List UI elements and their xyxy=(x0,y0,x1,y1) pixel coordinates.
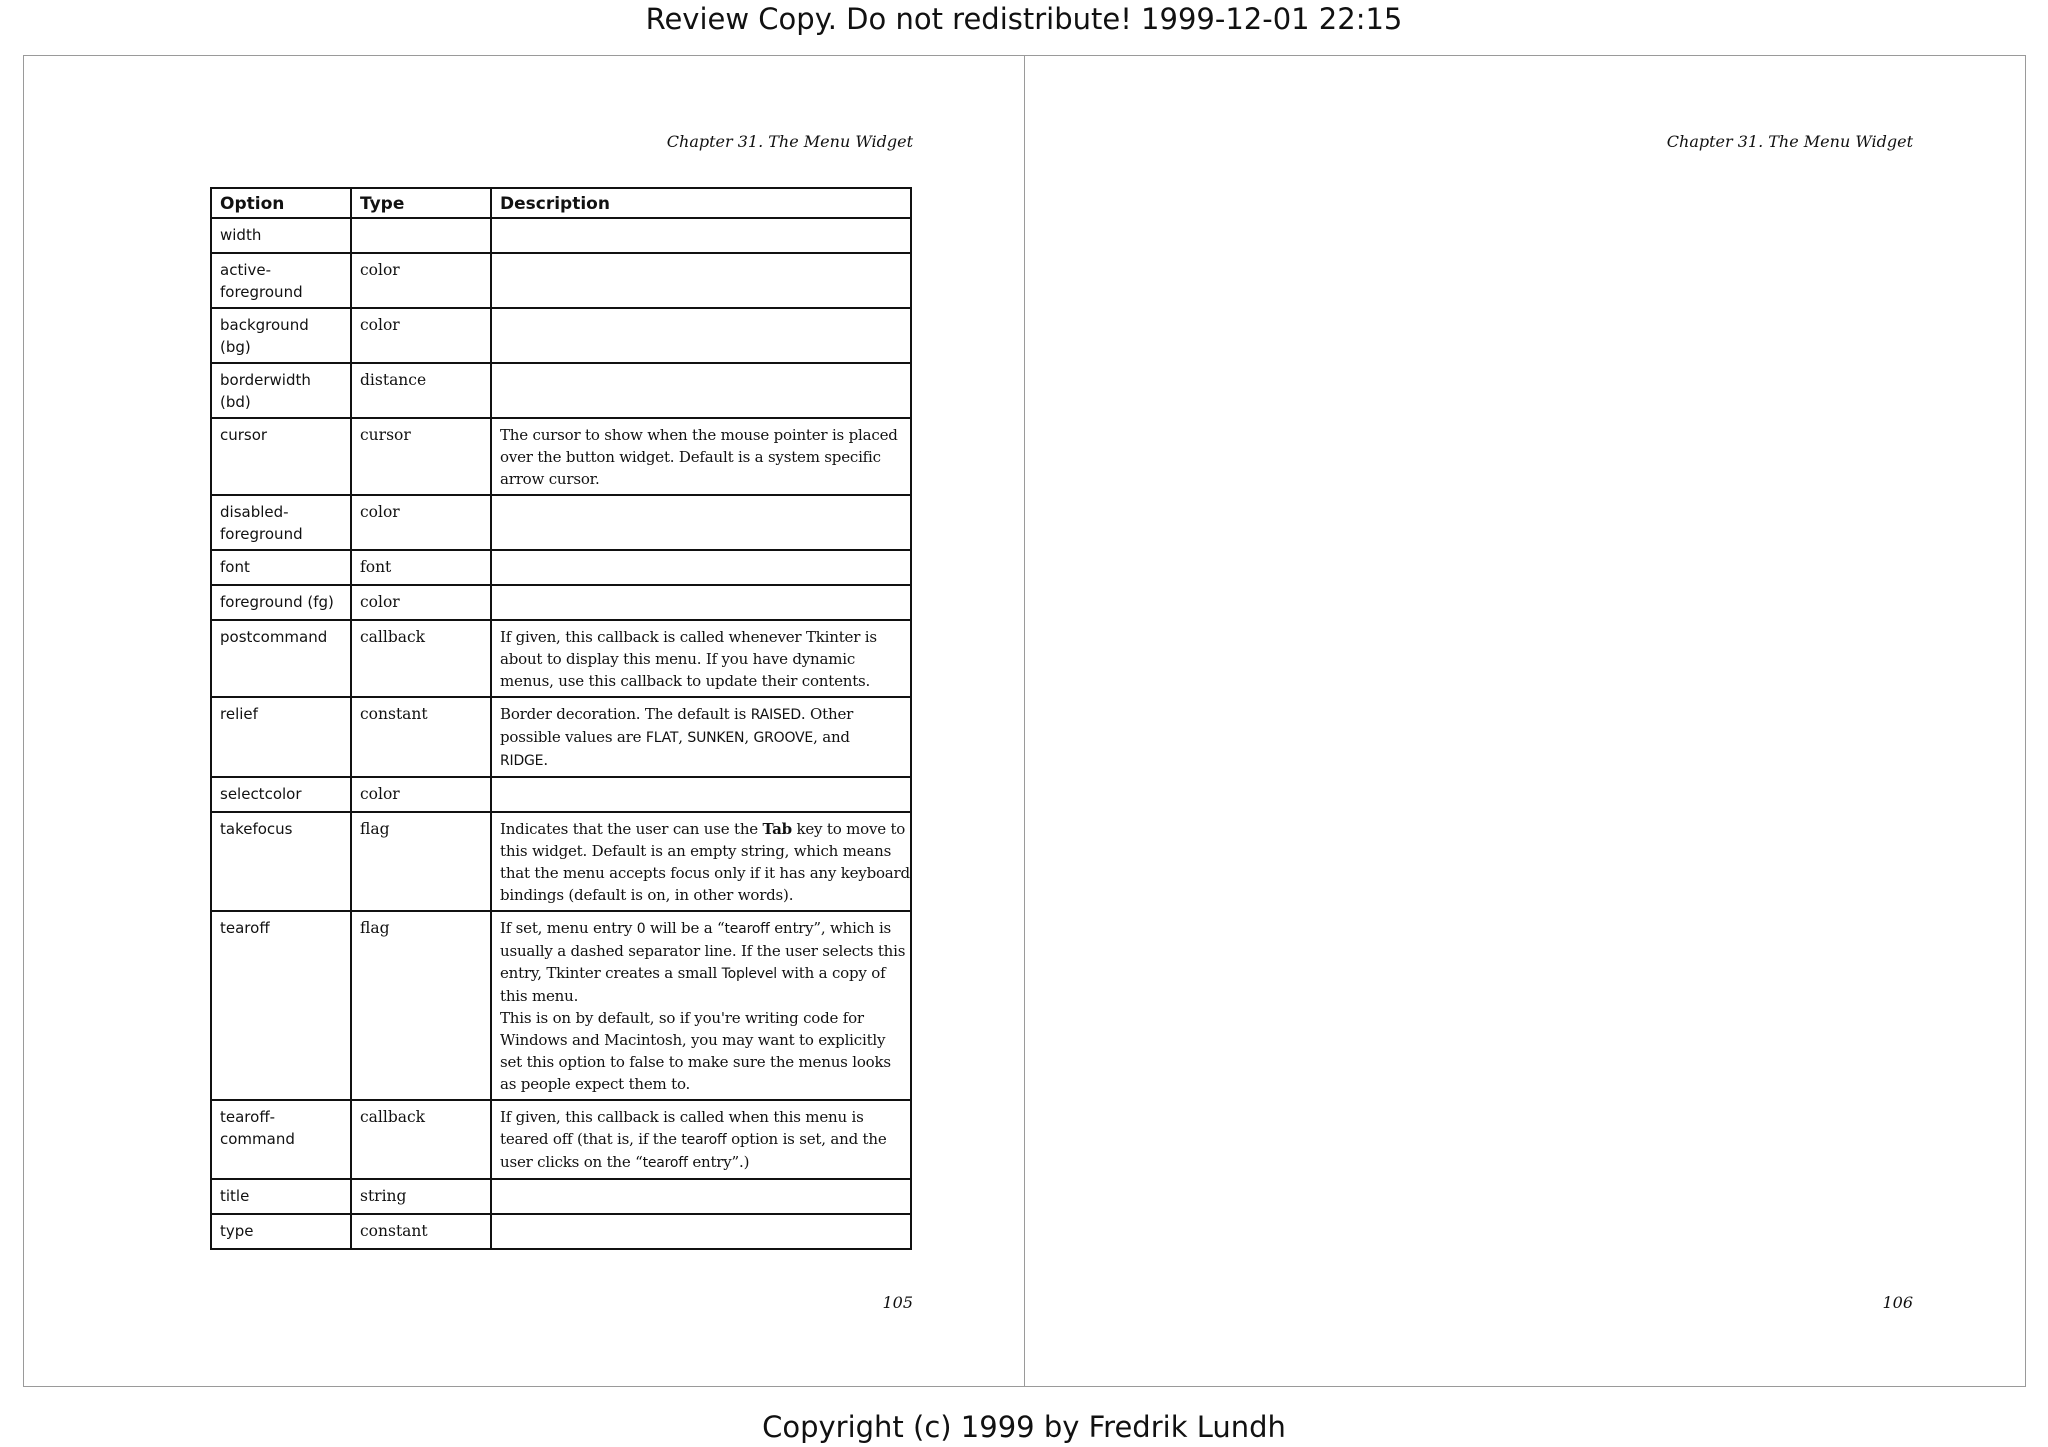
table-row xyxy=(211,1214,911,1249)
table-row xyxy=(211,812,911,911)
option-type-cell: color xyxy=(351,495,491,550)
option-name-cell: tearoff xyxy=(211,911,351,1100)
table-body xyxy=(211,218,911,1249)
left-page-number: 105 xyxy=(882,1293,913,1312)
column-header-description: Description xyxy=(491,188,911,218)
option-description-cell: The cursor to show when the mouse pointer is placed over the button widget. Default is a system specific arrow cursor. xyxy=(491,418,911,495)
option-description-cell xyxy=(491,363,911,418)
option-description-cell xyxy=(491,585,911,620)
table-row xyxy=(211,911,911,1100)
option-description-cell: If set, menu entry 0 will be a “tearoff entry”, which is usually a dashed separator line. If the user selects this entry, Tkinter creates a small Toplevel with a copy of this menu. This is on by default, so if you're writing code for Windows and Macintosh, you may want to explicitly set this option to false to make sure the menus looks as people expect them to. xyxy=(491,911,911,1100)
option-description-cell xyxy=(491,777,911,812)
option-name-cell: width xyxy=(211,218,351,253)
table-row xyxy=(211,550,911,585)
menu-options-table xyxy=(210,187,912,1250)
table-row xyxy=(211,218,911,253)
table-row xyxy=(211,585,911,620)
option-name-cell: type xyxy=(211,1214,351,1249)
option-type-cell: color xyxy=(351,585,491,620)
option-name-cell: disabled- foreground xyxy=(211,495,351,550)
option-type-cell xyxy=(351,218,491,253)
option-type-cell: callback xyxy=(351,620,491,697)
copyright-banner: Copyright (c) 1999 by Fredrik Lundh xyxy=(762,1410,1286,1444)
review-copy-banner: Review Copy. Do not redistribute! 1999-12-01 22:15 xyxy=(645,2,1403,36)
table-row xyxy=(211,495,911,550)
option-name-cell: tearoff- command xyxy=(211,1100,351,1179)
option-type-cell: string xyxy=(351,1179,491,1214)
table-row xyxy=(211,418,911,495)
option-name-cell: postcommand xyxy=(211,620,351,697)
option-name-cell: active- foreground xyxy=(211,253,351,308)
option-type-cell: font xyxy=(351,550,491,585)
page-divider xyxy=(1024,55,1025,1387)
table-header-row xyxy=(211,188,911,218)
right-page-number: 106 xyxy=(1882,1293,1913,1312)
option-type-cell: color xyxy=(351,253,491,308)
option-name-cell: takefocus xyxy=(211,812,351,911)
option-description-cell xyxy=(491,308,911,363)
table-row xyxy=(211,253,911,308)
option-name-cell: relief xyxy=(211,697,351,777)
option-description-cell xyxy=(491,253,911,308)
option-name-cell: cursor xyxy=(211,418,351,495)
option-type-cell: cursor xyxy=(351,418,491,495)
option-name-cell: foreground (fg) xyxy=(211,585,351,620)
option-description-cell xyxy=(491,1214,911,1249)
option-name-cell: borderwidth (bd) xyxy=(211,363,351,418)
column-header-type: Type xyxy=(351,188,491,218)
option-type-cell: flag xyxy=(351,911,491,1100)
option-description-cell: Border decoration. The default is RAISED. Other possible values are FLAT, SUNKEN, GROOVE, and RIDGE. xyxy=(491,697,911,777)
table-row xyxy=(211,697,911,777)
option-description-cell xyxy=(491,1179,911,1214)
option-description-cell xyxy=(491,550,911,585)
option-type-cell: distance xyxy=(351,363,491,418)
option-description-cell: Indicates that the user can use the Tab key to move to this widget. Default is an empty string, which means that the menu accepts focus only if it has any keyboard bindings (default is on, in other words). xyxy=(491,812,911,911)
option-type-cell: callback xyxy=(351,1100,491,1179)
option-name-cell: font xyxy=(211,550,351,585)
option-name-cell: background (bg) xyxy=(211,308,351,363)
option-type-cell: color xyxy=(351,777,491,812)
table-row xyxy=(211,1100,911,1179)
table-row xyxy=(211,1179,911,1214)
left-running-head: Chapter 31. The Menu Widget xyxy=(666,132,913,151)
column-header-option: Option xyxy=(211,188,351,218)
option-type-cell: color xyxy=(351,308,491,363)
option-type-cell: constant xyxy=(351,697,491,777)
table-row xyxy=(211,363,911,418)
right-running-head: Chapter 31. The Menu Widget xyxy=(1666,132,1913,151)
table-row xyxy=(211,620,911,697)
option-name-cell: selectcolor xyxy=(211,777,351,812)
option-type-cell: flag xyxy=(351,812,491,911)
table-row xyxy=(211,777,911,812)
option-type-cell: constant xyxy=(351,1214,491,1249)
option-name-cell: title xyxy=(211,1179,351,1214)
table-row xyxy=(211,308,911,363)
option-description-cell: If given, this callback is called when this menu is teared off (that is, if the tearoff option is set, and the user clicks on the “tearoff entry”.) xyxy=(491,1100,911,1179)
option-description-cell: If given, this callback is called whenever Tkinter is about to display this menu. If you have dynamic menus, use this callback to update their contents. xyxy=(491,620,911,697)
option-description-cell xyxy=(491,495,911,550)
option-description-cell xyxy=(491,218,911,253)
